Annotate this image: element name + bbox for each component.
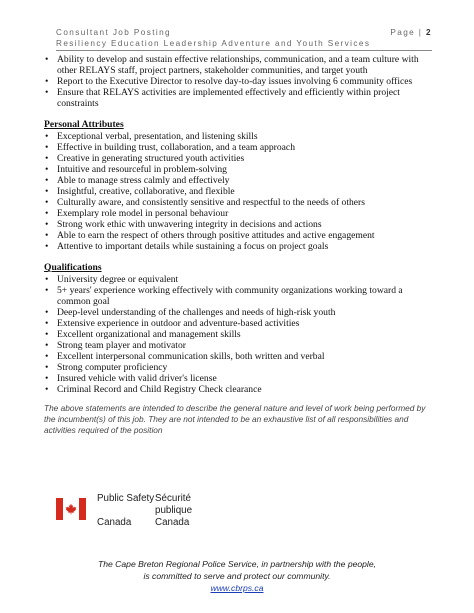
- list-item: • Intuitive and resourceful in problem-solving: [44, 164, 436, 175]
- list-item: • Deep-level understanding of the challenges and needs of high-risk youth: [44, 307, 436, 318]
- logo-en-line2: Canada: [97, 517, 132, 528]
- flag-centre: [63, 498, 79, 520]
- list-item: • Able to earn the respect of others through positive attitudes and active engagement: [44, 230, 436, 241]
- canada-flag-icon: [56, 498, 86, 520]
- header-subtitle: Resiliency Education Leadership Adventure and Youth Services: [56, 39, 371, 48]
- list-item: • Exemplary role model in personal behaviour: [44, 208, 436, 219]
- list-item: • Excellent organizational and management skills: [44, 329, 436, 340]
- page-number: Page | 2: [390, 28, 432, 37]
- list-item: • Strong work ethic with unwavering integrity in decisions and actions: [44, 219, 436, 230]
- list-item: • Excellent interpersonal communication skills, both written and verbal: [44, 351, 436, 362]
- list-item: • 5+ years' experience working effectively with community organizations working toward a common goal: [44, 285, 436, 307]
- list-item: • Attentive to important details while sustaining a focus on project goals: [44, 241, 436, 252]
- footer-line1: The Cape Breton Regional Police Service, in partnership with the people,: [97, 559, 377, 569]
- logo-fr-line1: Sécurité publique: [155, 493, 193, 516]
- header-title: Consultant Job Posting: [56, 28, 172, 37]
- document-body: [44, 54, 436, 436]
- responsibilities-list: [44, 54, 436, 109]
- list-item: • Insightful, creative, collaborative, and flexible: [44, 186, 436, 197]
- qualifications-list: [44, 274, 436, 395]
- list-item: • Effective in building trust, collaboration, and a team approach: [44, 142, 436, 153]
- flag-band-left: [56, 498, 63, 520]
- list-item: • Able to manage stress calmly and effectively: [44, 175, 436, 186]
- list-item: • Strong computer proficiency: [44, 362, 436, 373]
- list-item: • Ensure that RELAYS activities are implemented effectively and efficiently within project constraints: [44, 87, 436, 109]
- logo-fr-line2: Canada: [155, 517, 190, 528]
- logo-en-line1: Public Safety: [97, 493, 155, 504]
- list-item: • Culturally aware, and consistently sensitive and respectful to the needs of others: [44, 197, 436, 208]
- logo-text: [97, 493, 225, 529]
- public-safety-canada-logo: [56, 493, 225, 529]
- list-item: • Ability to develop and sustain effective relationships, communication, and a team culture with other RELAYS staff, project partners, stakeholder communities, and target youth: [44, 54, 436, 76]
- flag-band-right: [79, 498, 86, 520]
- list-item: • Insured vehicle with valid driver's license: [44, 373, 436, 384]
- list-item: • Strong team player and motivator: [44, 340, 436, 351]
- list-item: • Creative in generating structured youth activities: [44, 153, 436, 164]
- list-item: • Report to the Executive Director to resolve day-to-day issues involving 6 community offices: [44, 76, 436, 87]
- maple-leaf-icon: [65, 503, 77, 515]
- section-title-personal-attributes: Personal Attributes: [44, 119, 124, 130]
- page-header: [56, 27, 432, 51]
- personal-attributes-list: [44, 131, 436, 252]
- list-item: • Extensive experience in outdoor and adventure-based activities: [44, 318, 436, 329]
- disclaimer-note: The above statements are intended to describe the general nature and level of work being performed by the incumbent(s) of this job. They are not intended to be an exhaustive list of all responsibilities and activities required of the position: [44, 403, 426, 435]
- footer-website-link[interactable]: www.cbrps.ca: [210, 583, 264, 593]
- list-item: • Criminal Record and Child Registry Check clearance: [44, 384, 436, 395]
- section-title-qualifications: Qualifications: [44, 262, 102, 273]
- list-item: • Exceptional verbal, presentation, and listening skills: [44, 131, 436, 142]
- list-item: • University degree or equivalent: [44, 274, 436, 285]
- header-rule: [56, 50, 432, 51]
- page-footer: [0, 558, 474, 594]
- footer-line2: is committed to serve and protect our community.: [143, 571, 331, 581]
